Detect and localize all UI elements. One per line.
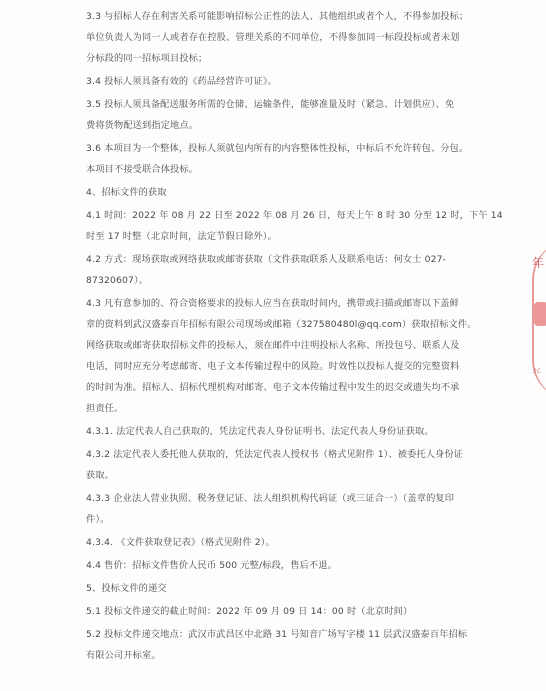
seal-char: 年	[532, 256, 545, 270]
text-line: 4.3.3 企业法人营业执照、税务登记证、法人组织机构代码证（或三证合一）（盖章的复印	[86, 493, 455, 504]
heading-text: 5、投标文件的递交	[86, 583, 167, 594]
text-line: 4.4 售价：招标文件售价人民币 500 元整/标段，售后不退。	[86, 560, 337, 571]
paragraph-4-3-4	[86, 536, 471, 549]
text-line: 3.6 本项目为一个整体，投标人须就包内所有的内容整体性投标，中标后不允许转包、分包。	[86, 143, 469, 154]
text-line: 3.5 投标人须具备配送服务所需的仓储、运输条件，能够准量及时（紧急、计划供应）、免	[86, 99, 455, 110]
text-line: 3.3 与招标人存在利害关系可能影响招标公正性的法人、其他组织或者个人，不得参加投标；	[86, 11, 469, 22]
text-line: 获取。	[86, 470, 115, 481]
text-line: 的时间为准。招标人、招标代理机构对邮寄、电子文本传输过程中发生的迟交或遗失均不承	[86, 382, 460, 393]
text-line: 5.2 投标文件递交地点：武汉市武昌区中北路 31 号知音广场写字楼 11 层武汉盛泰百年招标	[86, 629, 468, 640]
text-line: 4.1 时间：2022 年 08 月 22 日至 2022 年 08 月 26 日，每天上午 8 时 30 分至 12 时，下午 14	[86, 210, 503, 221]
text-line: 章的资料到武汉盛泰百年招标有限公司现场或邮箱（327580480l@qq.com）获取招标文件。	[86, 319, 477, 330]
text-line: 4.3.4. 《文件获取登记表》（格式见附件 2）。	[86, 537, 275, 548]
paragraph-3-6	[86, 142, 471, 176]
paragraph-5-2	[86, 628, 471, 662]
text-line: 3.4 投标人须具备有效的《药品经营许可证》。	[86, 76, 277, 87]
heading-text: 4、招标文件的获取	[86, 187, 167, 198]
text-line: 分标段的同一招标项目投标；	[86, 53, 208, 64]
text-line: 5.1 投标文件递交的截止时间：2022 年 09 月 09 日 14：00 时（北京时间）	[86, 606, 413, 617]
text-line: 4.2 方式：现场获取或网络获取或邮寄获取（文件获取联系人及联系电话：何女士 027-	[86, 254, 447, 265]
text-line: 4.3.1. 法定代表人自己获取的，凭法定代表人身份证明书、法定代表人身份证获取。	[86, 426, 434, 437]
text-line: 4.3 凡有意参加的、符合资格要求的投标人应当在获取时间内，携带或扫描或邮寄以下盖鲜	[86, 298, 459, 309]
company-seal-partial	[528, 240, 546, 400]
text-line: 网络获取或邮寄获取招标文件的投标人，须在邮件中注明投标人名称、所投包号、联系人及	[86, 340, 460, 351]
paragraph-4-1	[86, 209, 503, 243]
paragraph-4-2	[86, 253, 471, 287]
text-line: 有限公司开标室。	[86, 650, 161, 661]
text-line: 电话，同时应充分考虑邮寄、电子文本传输过程中的风险。时效性以投标人提交的完整资料	[86, 361, 460, 372]
paragraph-4-3-3	[86, 492, 471, 526]
seal-blot	[534, 302, 546, 326]
paragraph-4-3	[86, 297, 477, 415]
paragraph-4-4	[86, 559, 471, 572]
text-line: 单位负责人为同一人或者存在控股、管理关系的不同单位，不得参加同一标段投标或者未划	[86, 32, 460, 43]
paragraph-3-4	[86, 75, 471, 88]
paragraph-5-1	[86, 605, 471, 618]
paragraph-4-3-1	[86, 425, 471, 438]
text-line: 担责任。	[86, 403, 124, 414]
paragraph-3-5	[86, 98, 471, 132]
text-line: 件）。	[86, 514, 110, 525]
text-line: 本项目不接受联合体投标。	[86, 164, 199, 175]
section-heading-5	[86, 582, 471, 595]
paragraph-3-3	[86, 10, 471, 65]
paragraph-4-3-2	[86, 448, 471, 482]
text-line: 时至 17 时整（北京时间，法定节假日除外）。	[86, 231, 277, 242]
text-line: 费将货物配送到指定地点。	[86, 120, 199, 131]
document-body	[86, 10, 503, 662]
seal-mark: 2C	[533, 368, 542, 375]
text-line: 87320607）。	[86, 275, 149, 286]
section-heading-4	[86, 186, 471, 199]
text-line: 4.3.2 法定代表人委托他人获取的，凭法定代表人授权书（格式见附件 1）、被委托人身份证	[86, 449, 464, 460]
